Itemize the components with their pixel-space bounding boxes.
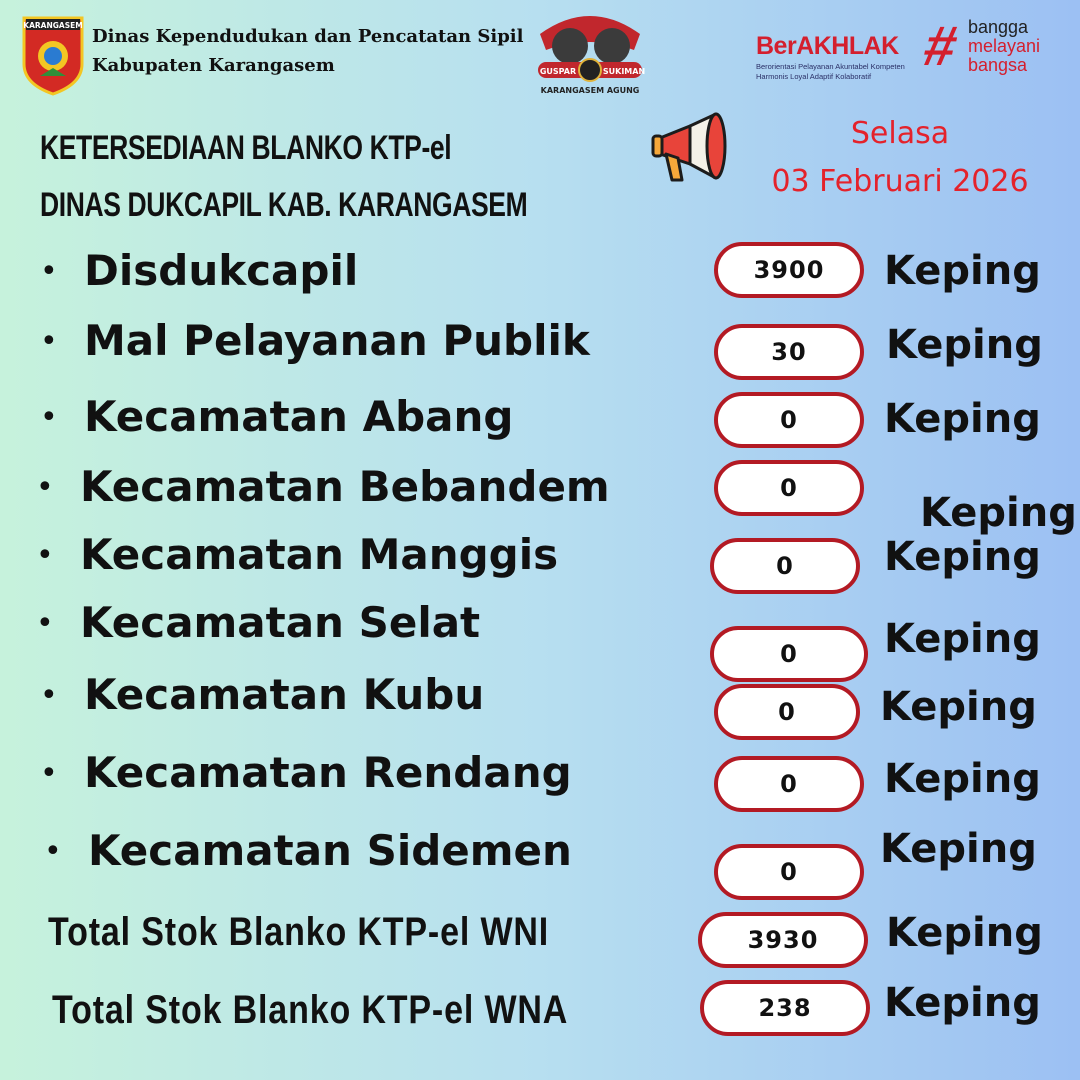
bullet-icon: •: [44, 834, 62, 869]
berakhlak-tagline-1: Berorientasi Pelayanan Akuntabel Kompeten: [756, 62, 905, 71]
svg-text:SUKIMAN: SUKIMAN: [602, 67, 646, 76]
row-label: Kecamatan Sidemen: [88, 826, 572, 875]
stock-value-pill: 3900: [714, 242, 864, 298]
agency-name: [92, 22, 523, 80]
bullet-icon: •: [40, 254, 58, 289]
unit-label: Keping: [884, 616, 1041, 662]
stock-value-pill: 0: [714, 392, 864, 448]
unit-label: Keping: [880, 826, 1037, 872]
bullet-icon: •: [36, 538, 54, 573]
stock-value-pill: 0: [710, 626, 868, 682]
stock-value-pill: 30: [714, 324, 864, 380]
stock-value-pill: 0: [714, 844, 864, 900]
unit-label: Keping: [880, 684, 1037, 730]
row-label: Kecamatan Rendang: [84, 748, 572, 797]
total-value-pill: 3930: [698, 912, 868, 968]
bullet-icon: •: [40, 324, 58, 359]
bullet-icon: •: [36, 606, 54, 641]
bangga-melayani-bangsa-slogan: [968, 18, 1040, 75]
report-full-date: 03 Februari 2026: [771, 164, 1029, 199]
berakhlak-tagline: [756, 62, 905, 82]
bullet-icon: •: [40, 400, 58, 435]
total-value-pill: 238: [700, 980, 870, 1036]
badge-caption: KARANGASEM AGUNG: [540, 86, 640, 95]
berakhlak-tagline-2: Harmonis Loyal Adaptif Kolaboratif: [756, 72, 872, 81]
unit-label: Keping: [884, 396, 1041, 442]
megaphone-icon: [650, 108, 732, 190]
bullet-icon: •: [40, 756, 58, 791]
total-label: Total Stok Blanko KTP-el WNA: [52, 988, 569, 1032]
row-label: Kecamatan Selat: [80, 598, 481, 647]
unit-label: Keping: [920, 490, 1077, 536]
page-title: [40, 120, 527, 234]
unit-label: Keping: [884, 980, 1041, 1026]
bullet-icon: •: [40, 678, 58, 713]
svg-text:KARANGASEM: KARANGASEM: [23, 21, 83, 30]
slogan-word-1: bangga: [968, 17, 1029, 37]
stock-value-pill: 0: [714, 756, 864, 812]
hashtag-icon: #: [918, 14, 963, 77]
total-label: Total Stok Blanko KTP-el WNI: [48, 910, 550, 954]
unit-label: Keping: [884, 248, 1041, 294]
berakhlak-logo: BerAKHLAK: [756, 32, 899, 60]
row-label: Mal Pelayanan Publik: [84, 316, 590, 365]
report-day: Selasa: [850, 116, 950, 151]
row-label: Disdukcapil: [84, 246, 359, 295]
slogan-word-2: melayani: [968, 36, 1041, 56]
row-label: Kecamatan Kubu: [84, 670, 485, 719]
title-line-1: KETERSEDIAAN BLANKO KTP-el: [40, 129, 452, 167]
row-label: Kecamatan Abang: [84, 392, 514, 441]
karangasem-seal-logo: [22, 14, 84, 96]
slogan-word-3: bangsa: [968, 55, 1028, 75]
row-label: Kecamatan Manggis: [80, 530, 559, 579]
unit-label: Keping: [884, 534, 1041, 580]
agency-line-1: Dinas Kependudukan dan Pencatatan Sipil: [92, 26, 524, 47]
row-label: Kecamatan Bebandem: [80, 462, 610, 511]
report-date: [745, 110, 1055, 206]
title-line-2: DINAS DUKCAPIL KAB. KARANGASEM: [40, 186, 528, 224]
stock-value-pill: 0: [710, 538, 860, 594]
svg-text:GUSPAR: GUSPAR: [539, 67, 577, 76]
unit-label: Keping: [884, 756, 1041, 802]
bullet-icon: •: [36, 470, 54, 505]
agency-line-2: Kabupaten Karangasem: [92, 55, 335, 76]
stock-value-pill: 0: [714, 684, 860, 740]
unit-label: Keping: [886, 322, 1043, 368]
unit-label: Keping: [886, 910, 1043, 956]
stock-value-pill: 0: [714, 460, 864, 516]
